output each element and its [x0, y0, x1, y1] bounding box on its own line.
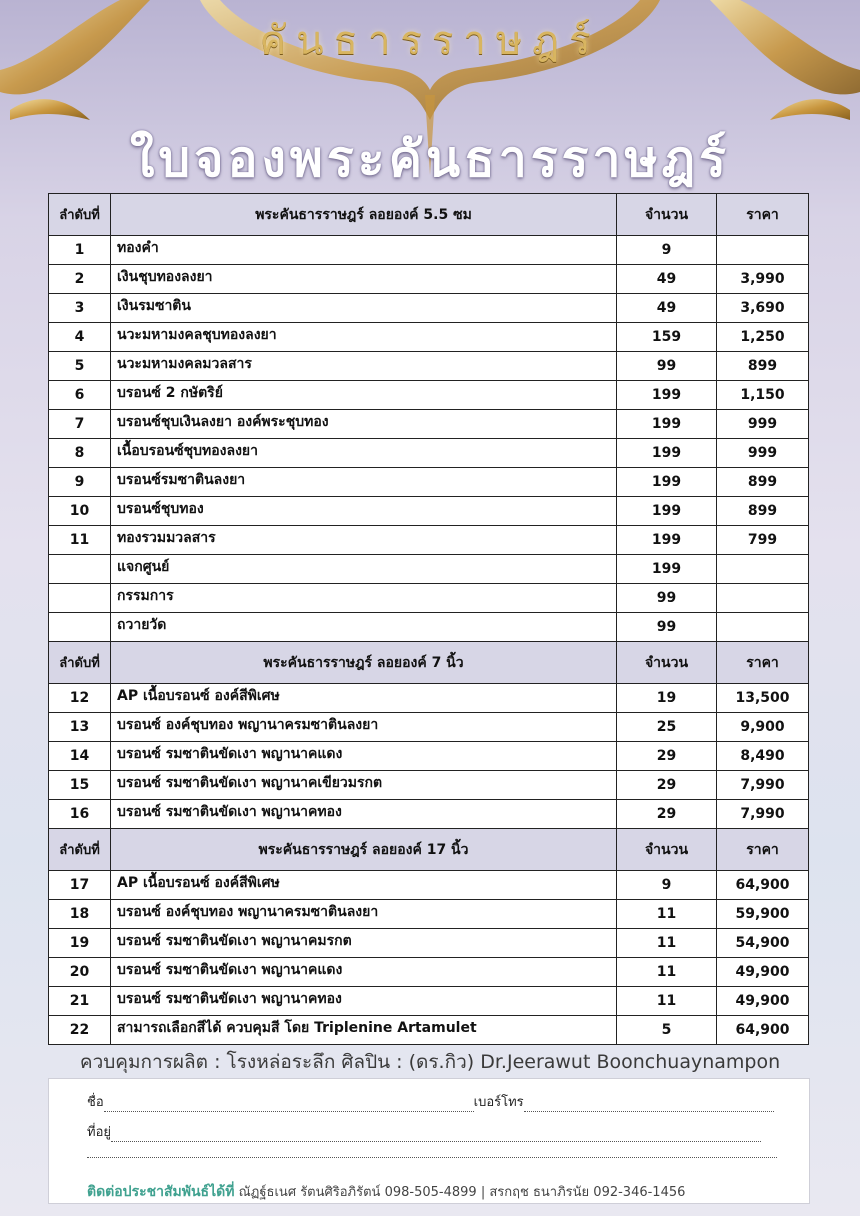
booking-form — [48, 1078, 810, 1204]
cell-price: 49,900 — [717, 958, 809, 987]
table-row — [49, 439, 809, 468]
address-field[interactable] — [111, 1131, 761, 1142]
cell-qty: 11 — [617, 987, 717, 1016]
cell-price — [717, 236, 809, 265]
cell-qty: 11 — [617, 929, 717, 958]
contact-person-2: สรกฤช ธนาภิรนัย — [489, 1185, 590, 1200]
cell-price: 899 — [717, 497, 809, 526]
table-row — [49, 526, 809, 555]
cell-name: ถวายวัด — [111, 613, 617, 642]
cell-name: บรอนซ์ รมซาตินขัดเงา พญานาคทอง — [111, 800, 617, 829]
table-row — [49, 468, 809, 497]
cell-name: บรอนซ์ รมซาตินขัดเงา พญานาคแดง — [111, 742, 617, 771]
cell-no: 9 — [49, 468, 111, 497]
section-header — [49, 642, 809, 684]
cell-no: 19 — [49, 929, 111, 958]
cell-qty: 159 — [617, 323, 717, 352]
cell-qty: 199 — [617, 381, 717, 410]
header-no: ลำดับที่ — [49, 642, 111, 684]
cell-price: 54,900 — [717, 929, 809, 958]
cell-qty: 99 — [617, 584, 717, 613]
cell-name: กรรมการ — [111, 584, 617, 613]
cell-name: บรอนซ์ รมซาตินขัดเงา พญานาคเขียวมรกต — [111, 771, 617, 800]
cell-price — [717, 613, 809, 642]
table-row — [49, 555, 809, 584]
cell-name: สามารถเลือกสีได้ ควบคุมสี โดย Triplenine Artamulet — [111, 1016, 617, 1045]
cell-no: 4 — [49, 323, 111, 352]
cell-name: บรอนซ์ รมซาตินขัดเงา พญานาคทอง — [111, 987, 617, 1016]
contact-phone-1: 098-505-4899 — [384, 1185, 477, 1200]
contact-lead: ติดต่อประชาสัมพันธ์ได้ที่ — [87, 1184, 235, 1200]
cell-name: บรอนซ์ชุบเงินลงยา องค์พระชุบทอง — [111, 410, 617, 439]
phone-label: เบอร์โทร — [473, 1095, 524, 1110]
section-header — [49, 829, 809, 871]
table-row — [49, 410, 809, 439]
cell-name: ทองรวมมวลสาร — [111, 526, 617, 555]
cell-qty: 199 — [617, 468, 717, 497]
header-price: ราคา — [717, 194, 809, 236]
cell-qty: 199 — [617, 497, 717, 526]
cell-no — [49, 584, 111, 613]
cell-price: 1,250 — [717, 323, 809, 352]
header-no: ลำดับที่ — [49, 829, 111, 871]
cell-qty: 9 — [617, 871, 717, 900]
contact-phone-2: 092-346-1456 — [593, 1185, 686, 1200]
brand-wordmark: คันธารราษฎร์ — [259, 18, 601, 64]
cell-qty: 25 — [617, 713, 717, 742]
cell-no: 22 — [49, 1016, 111, 1045]
cell-qty: 49 — [617, 294, 717, 323]
header-qty: จำนวน — [617, 829, 717, 871]
header-price: ราคา — [717, 642, 809, 684]
cell-no — [49, 555, 111, 584]
cell-price: 9,900 — [717, 713, 809, 742]
cell-no: 20 — [49, 958, 111, 987]
cell-name: เนื้อบรอนซ์ชุบทองลงยา — [111, 439, 617, 468]
cell-no: 10 — [49, 497, 111, 526]
cell-qty: 5 — [617, 1016, 717, 1045]
cell-name: บรอนซ์ชุบทอง — [111, 497, 617, 526]
cell-price: 999 — [717, 410, 809, 439]
cell-price: 59,900 — [717, 900, 809, 929]
cell-no: 18 — [49, 900, 111, 929]
cell-price: 49,900 — [717, 987, 809, 1016]
table-row — [49, 684, 809, 713]
cell-price — [717, 555, 809, 584]
address-field-2[interactable] — [87, 1147, 777, 1158]
table-row — [49, 987, 809, 1016]
cell-qty: 29 — [617, 800, 717, 829]
cell-qty: 199 — [617, 439, 717, 468]
cell-qty: 199 — [617, 410, 717, 439]
cell-no: 2 — [49, 265, 111, 294]
table-row — [49, 713, 809, 742]
phone-field[interactable] — [524, 1101, 774, 1112]
name-label: ชื่อ — [87, 1095, 104, 1110]
cell-no: 5 — [49, 352, 111, 381]
contact-person-1: ณัฏฐ์ธเนศ รัตนศิริอภิรัตน์ — [238, 1185, 381, 1200]
header-qty: จำนวน — [617, 642, 717, 684]
cell-no: 1 — [49, 236, 111, 265]
cell-price: 13,500 — [717, 684, 809, 713]
cell-price: 3,690 — [717, 294, 809, 323]
cell-name: เงินชุบทองลงยา — [111, 265, 617, 294]
table-row — [49, 352, 809, 381]
cell-no: 11 — [49, 526, 111, 555]
cell-no: 3 — [49, 294, 111, 323]
cell-price: 7,990 — [717, 771, 809, 800]
address-row — [87, 1121, 761, 1142]
cell-qty: 49 — [617, 265, 717, 294]
header-name: พระคันธารราษฎร์ ลอยองค์ 17 นิ้ว — [111, 829, 617, 871]
cell-price: 8,490 — [717, 742, 809, 771]
header-name: พระคันธารราษฎร์ ลอยองค์ 5.5 ซม — [111, 194, 617, 236]
cell-name: บรอนซ์ 2 กษัตริย์ — [111, 381, 617, 410]
cell-price: 64,900 — [717, 871, 809, 900]
cell-qty: 11 — [617, 900, 717, 929]
price-table — [48, 193, 809, 1045]
cell-name: แจกศูนย์ — [111, 555, 617, 584]
cell-name: AP เนื้อบรอนซ์ องค์สีพิเศษ — [111, 684, 617, 713]
table-row — [49, 584, 809, 613]
cell-no: 8 — [49, 439, 111, 468]
cell-no: 17 — [49, 871, 111, 900]
table-row — [49, 236, 809, 265]
table-row — [49, 497, 809, 526]
header-name: พระคันธารราษฎร์ ลอยองค์ 7 นิ้ว — [111, 642, 617, 684]
cell-no — [49, 613, 111, 642]
header-no: ลำดับที่ — [49, 194, 111, 236]
table-row — [49, 800, 809, 829]
cell-price: 799 — [717, 526, 809, 555]
cell-price: 64,900 — [717, 1016, 809, 1045]
cell-qty: 199 — [617, 526, 717, 555]
address-label: ที่อยู่ — [87, 1125, 111, 1140]
table-row — [49, 265, 809, 294]
cell-price: 1,150 — [717, 381, 809, 410]
cell-qty: 19 — [617, 684, 717, 713]
cell-no: 6 — [49, 381, 111, 410]
cell-price: 3,990 — [717, 265, 809, 294]
cell-no: 14 — [49, 742, 111, 771]
cell-name: AP เนื้อบรอนซ์ องค์สีพิเศษ — [111, 871, 617, 900]
table-row — [49, 613, 809, 642]
header-qty: จำนวน — [617, 194, 717, 236]
cell-name: บรอนซ์ องค์ชุบทอง พญานาครมซาตินลงยา — [111, 713, 617, 742]
section-header — [49, 194, 809, 236]
cell-qty: 11 — [617, 958, 717, 987]
page-title: ใบจองพระคันธารราษฎร์ — [130, 130, 730, 188]
cell-no: 7 — [49, 410, 111, 439]
table-row — [49, 929, 809, 958]
cell-name: บรอนซ์ รมซาตินขัดเงา พญานาคมรกต — [111, 929, 617, 958]
cell-qty: 99 — [617, 352, 717, 381]
cell-price — [717, 584, 809, 613]
table-row — [49, 900, 809, 929]
table-row — [49, 958, 809, 987]
header-price: ราคา — [717, 829, 809, 871]
cell-price: 7,990 — [717, 800, 809, 829]
table-row — [49, 742, 809, 771]
cell-price: 999 — [717, 439, 809, 468]
cell-name: เงินรมซาติน — [111, 294, 617, 323]
table-row — [49, 381, 809, 410]
table-row — [49, 1016, 809, 1045]
cell-no: 12 — [49, 684, 111, 713]
table-row — [49, 294, 809, 323]
cell-name: บรอนซ์ รมซาตินขัดเงา พญานาคแดง — [111, 958, 617, 987]
cell-qty: 29 — [617, 771, 717, 800]
table-row — [49, 323, 809, 352]
cell-no: 13 — [49, 713, 111, 742]
contact-line — [87, 1181, 685, 1203]
cell-qty: 9 — [617, 236, 717, 265]
cell-qty: 99 — [617, 613, 717, 642]
contact-separator: | — [480, 1185, 486, 1200]
cell-no: 16 — [49, 800, 111, 829]
cell-qty: 199 — [617, 555, 717, 584]
cell-no: 15 — [49, 771, 111, 800]
cell-name: ทองคำ — [111, 236, 617, 265]
name-phone-row — [87, 1091, 774, 1112]
cell-price: 899 — [717, 352, 809, 381]
cell-name: นวะมหามงคลชุบทองลงยา — [111, 323, 617, 352]
cell-price: 899 — [717, 468, 809, 497]
cell-name: บรอนซ์ องค์ชุบทอง พญานาครมซาตินลงยา — [111, 900, 617, 929]
cell-name: นวะมหามงคลมวลสาร — [111, 352, 617, 381]
cell-qty: 29 — [617, 742, 717, 771]
table-row — [49, 771, 809, 800]
cell-no: 21 — [49, 987, 111, 1016]
production-credit: ควบคุมการผลิต : โรงหล่อระลึก ศิลปิน : (ดร.กิว) Dr.Jeerawut Boonchuaynampon — [79, 1051, 781, 1073]
address-row-2 — [87, 1147, 777, 1158]
name-field[interactable] — [104, 1101, 474, 1112]
table-row — [49, 871, 809, 900]
cell-name: บรอนซ์รมซาตินลงยา — [111, 468, 617, 497]
